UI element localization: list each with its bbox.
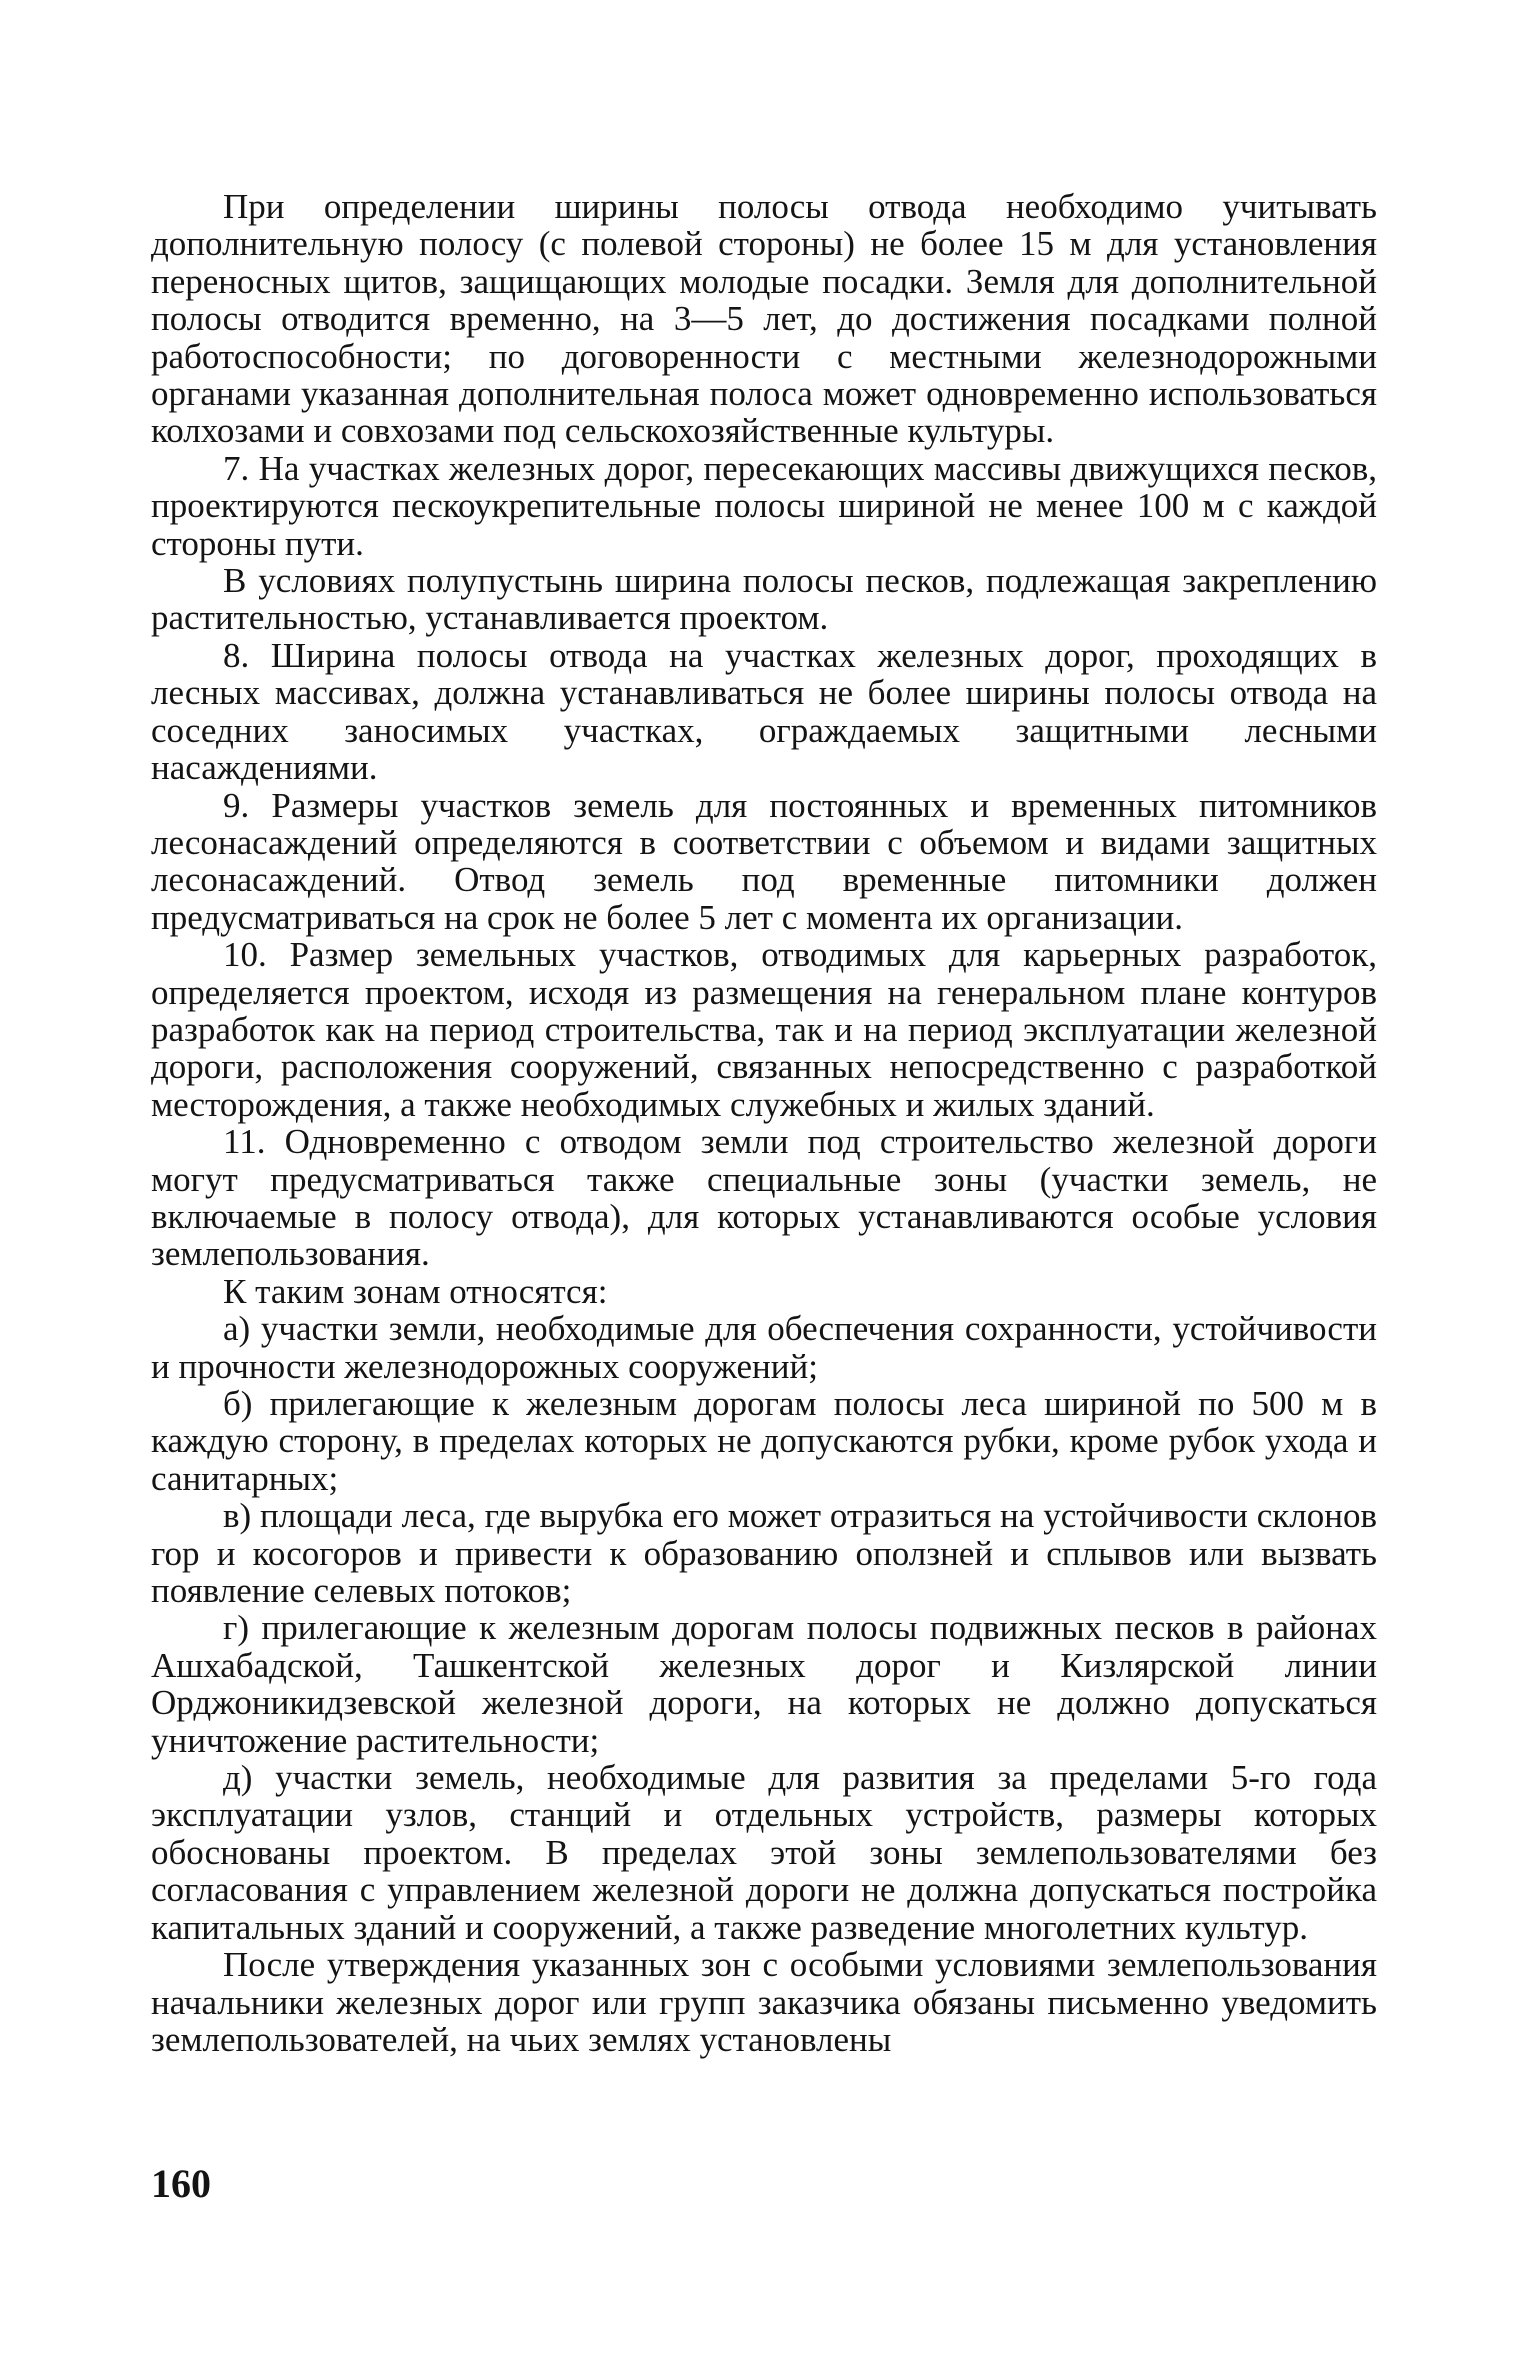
list-item-v: в) площади леса, где вырубка его может отразиться на устойчивости склонов гор и косогоров и привести к образованию оползней и сплывов или вызвать появление селевых потоков; (151, 1496, 1377, 1611)
paragraph-item-11: 11. Одновременно с отводом земли под строительство железной дороги могут предусматриваться также специальные зоны (участки земель, не включаемые в полосу отвода), для которых устанавливаются особые условия землепользования. (151, 1122, 1377, 1274)
list-item-a: а) участки земли, необходимые для обеспечения сохранности, устойчивости и прочности железнодорожных сооружений; (151, 1309, 1377, 1386)
list-item-b: б) прилегающие к железным дорогам полосы леса шириной по 500 м в каждую сторону, в пределах которых не допускаются рубки, кроме рубок ухода и санитарных; (151, 1384, 1377, 1498)
paragraph-zones-intro: К таким зонам относятся: (223, 1271, 608, 1311)
paragraph-after-approval: После утверждения указанных зон с особыми условиями землепользования начальники железных дорог или групп заказчика обязаны письменно уведомить землепользователей, на чьих землях установлены (151, 1945, 1377, 2059)
paragraph-item-9: 9. Размеры участков земель для постоянных и временных питомников лесонасаждений определяются в соответствии с объемом и видами защитных лесонасаждений. Отвод земель под временные питомники должен предусматриваться на срок не более 5 лет с момента их организации. (151, 785, 1377, 937)
paragraph-extra-strip: При определении ширины полосы отвода необходимо учитывать дополнительную полосу (с полевой стороны) не более 15 м для установления переносных щитов, защищающих молодые посадки. Земля для дополнительной полосы отводится временно, на 3—5 лет, до достижения посадками полной работоспособности; по договоренности с местными железнодорожными органами указанная дополнительная полоса может одновременно использоваться колхозами и совхозами под сельскохозяйственные культуры. (151, 187, 1377, 451)
list-item-d: д) участки земель, необходимые для развития за пределами 5-го года эксплуатации узлов, станций и отдельных устройств, размеры которых обоснованы проектом. В пределах этой зоны землепользователями без согласования с управлением железной дороги не должна допускаться постройка капитальных зданий и сооружений, а также разведение многолетних культур. (151, 1758, 1377, 1947)
paragraph-item-8: 8. Ширина полосы отвода на участках железных дорог, проходящих в лесных массивах, должна устанавливаться не более ширины полосы отвода на соседних заносимых участках, ограждаемых защитными лесными насаждениями. (151, 635, 1377, 788)
body-text (151, 188, 1377, 2058)
page-number: 160 (151, 2161, 211, 2206)
paragraph-item-7: 7. На участках железных дорог, пересекающих массивы движущихся песков, проектируются пескоукрепительные полосы шириной не менее 100 м с каждой стороны пути. (151, 448, 1377, 563)
list-item-g: г) прилегающие к железным дорогам полосы подвижных песков в районах Ашхабадской, Ташкентской железных дорог и Кизлярской линии Орджоникидзевской железной дороги, на которых не должно допускаться уничтожение растительности; (151, 1608, 1377, 1760)
paragraph-item-10: 10. Размер земельных участков, отводимых для карьерных разработок, определяется проектом, исходя из размещения на генеральном плане контуров разработок как на период строительства, так и на период эксплуатации железной дороги, расположения сооружений, связанных непосредственно с разработкой месторождения, а также необходимых служебных и жилых зданий. (151, 935, 1377, 1124)
paragraph-semidesert: В условиях полупустынь ширина полосы песков, подлежащая закреплению растительностью, устанавливается проектом. (151, 561, 1377, 638)
